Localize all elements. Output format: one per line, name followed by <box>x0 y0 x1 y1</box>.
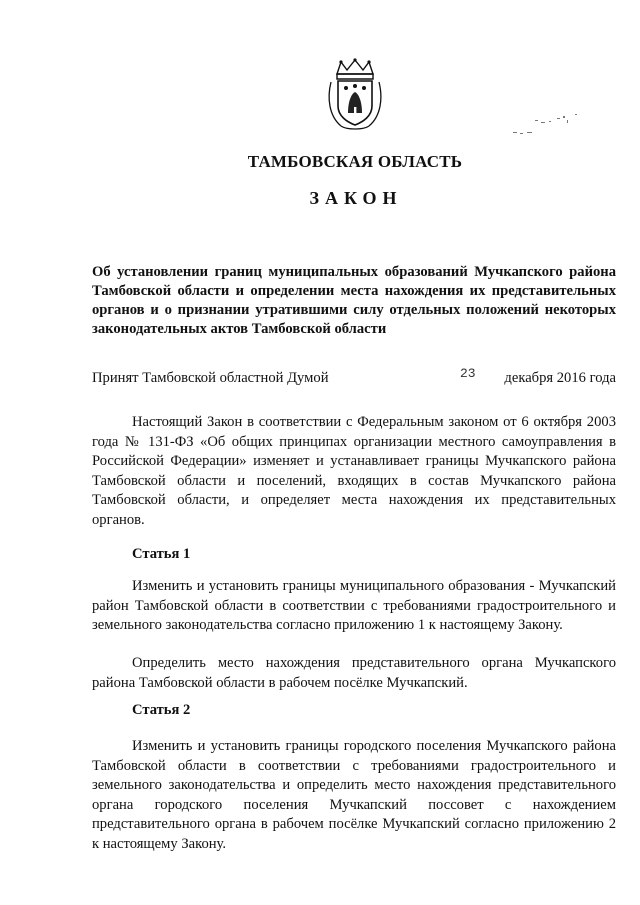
preamble-paragraph: Настоящий Закон в соответствии с Федеральным законом от 6 октября 2003 года № 131-ФЗ «Об общих принципах организации местного самоуправления в Российской Федерации» изменяет и устанавливает границы Мучкапского района Тамбовской области и поселений, входящих в состав Мучкапского района Тамбовской области, и определяет места нахождения их представительных органов. <box>92 414 616 528</box>
adoption-month-year: декабря 2016 года <box>504 370 616 386</box>
region-title: ТАМБОВСКАЯ ОБЛАСТЬ <box>247 152 463 171</box>
document-type: ЗАКОН <box>309 188 403 208</box>
law-title: Об установлении границ муниципальных образований Мучкапского района Тамбовской области и определении места нахождения их представительных органов и о признании утратившими силу отдельных положений некоторых законодательных актов Тамбовской области <box>92 264 616 337</box>
adoption-line <box>92 366 616 390</box>
article-1-paragraph-1: Изменить и установить границы муниципального образования - Мучкапский район Тамбовской области в соответствии с требованиями градостроительного и земельного законодательства согласно приложению 1 к настоящему Закону. <box>92 578 616 634</box>
article-1-title: Статья 1 <box>132 546 191 562</box>
scan-artifact <box>505 112 585 142</box>
adoption-day: 23 <box>460 366 476 381</box>
article-2-paragraph-1: Изменить и установить границы городского поселения Мучкапского района Тамбовской области в соответствии с требованиями градостроительного и земельного законодательства и определить место нахождения представительного органа городского поселения Мучкапский поссовет с нахождением представительного органа в рабочем посёлке Мучкапский согласно приложению 2 к настоящему Закону. <box>92 738 616 852</box>
article-1-paragraph-2: Определить место нахождения представительного органа Мучкапского района Тамбовской области в рабочем посёлке Мучкапский. <box>92 655 616 691</box>
tambov-coat-of-arms-icon <box>327 58 383 132</box>
article-2-title: Статья 2 <box>132 702 191 718</box>
adopted-by: Принят Тамбовской областной Думой <box>92 370 329 386</box>
